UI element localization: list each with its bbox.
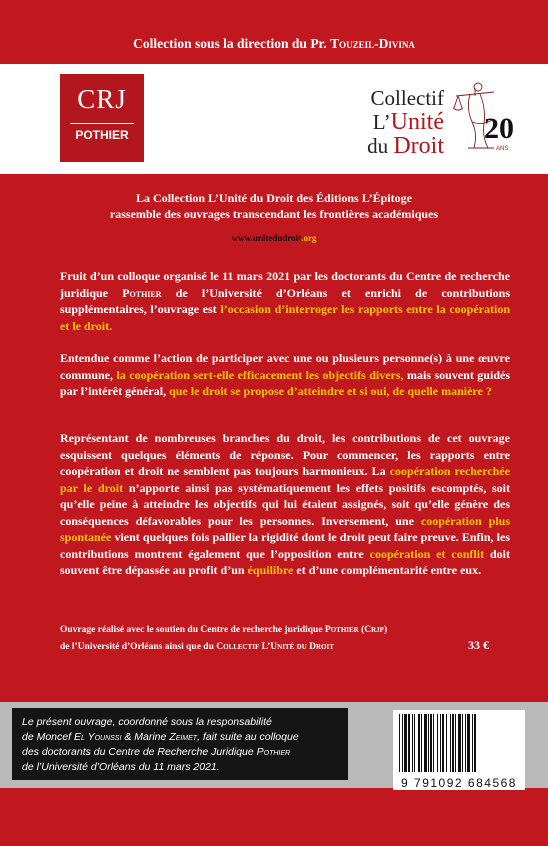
barcode-bar bbox=[472, 714, 473, 772]
note-line2-prefix: de Moncef bbox=[22, 731, 74, 743]
barcode-bars bbox=[393, 710, 525, 776]
website-prefix: www. bbox=[231, 233, 253, 243]
note-name-2: Zeimet bbox=[169, 731, 198, 743]
note-line1: Le présent ouvrage, coordonné sous la responsabilité bbox=[22, 716, 272, 728]
barcode-bar bbox=[424, 714, 427, 772]
justice-statue-20-ans-emblem bbox=[448, 78, 518, 160]
anniversary-label: ANS bbox=[496, 146, 509, 152]
barcode-bar bbox=[408, 714, 410, 772]
collectif-line2-prefix: L’ bbox=[372, 110, 391, 134]
collectif-line3-word: Droit bbox=[393, 133, 444, 159]
p3-highlight-3: coopération et conflit bbox=[369, 546, 485, 561]
support-line2-prefix: de l’Université d’Orléans ainsi que du bbox=[60, 642, 217, 652]
intro-line1: La Collection L’Unité du Droit des Éditions L’Épitoge bbox=[136, 191, 412, 205]
p3-text-2: n’apporte ainsi pas systématiquement les effets positifs escomptés, soit qu’elle peine à atteindre les objectifs qui lui étaient assignés, soit qu’elle génère des conséquences défavorables pour les personnes. Inversement, une bbox=[60, 480, 510, 528]
barcode-bar bbox=[404, 714, 407, 772]
collectif-line2 bbox=[348, 110, 444, 134]
website-link[interactable] bbox=[0, 233, 548, 243]
collection-intro bbox=[30, 190, 518, 222]
barcode-bar bbox=[433, 714, 434, 772]
support-line1 bbox=[60, 622, 480, 639]
p1-text-2: de l’Université d’Orléans et enrichi de contributions supplémentaires, l’ouvrage est bbox=[60, 285, 511, 316]
website-name: unitedudroit bbox=[252, 233, 302, 243]
barcode-bar bbox=[462, 714, 463, 772]
barcode-bar bbox=[430, 714, 432, 772]
barcode-bar bbox=[421, 714, 422, 772]
p1-pothier: Pothier bbox=[122, 285, 162, 300]
p3-text-4: doit souvent être dépassée au profit d’un bbox=[60, 546, 511, 577]
crj-divider bbox=[70, 123, 134, 124]
note-line2-suffix: , fait suite au colloque bbox=[197, 731, 299, 743]
barcode-bar bbox=[414, 714, 415, 772]
crj-pothier-logo bbox=[60, 74, 144, 162]
collectif-unite-droit-logo bbox=[348, 86, 444, 158]
anniversary-number: 20 bbox=[484, 112, 514, 145]
p3-highlight-4: équilibre bbox=[247, 563, 294, 577]
note-line3-pothier: Pothier bbox=[256, 746, 291, 758]
barcode-bar bbox=[399, 714, 400, 772]
barcode-bar bbox=[455, 714, 456, 772]
p1-highlight: l’occasion d’interroger les rapports entre la coopération et le droit. bbox=[60, 302, 511, 333]
p1-text-1: Fruit d’un colloque organisé le 11 mars 2021 par les doctorants du Centre de recherche juridique bbox=[60, 269, 510, 300]
crj-name: POTHIER bbox=[75, 128, 129, 142]
crj-letters: CRJ bbox=[77, 84, 127, 114]
barcode-bar bbox=[437, 714, 438, 772]
collectif-line3-prefix: du bbox=[367, 134, 394, 158]
website-suffix: .org bbox=[301, 233, 317, 243]
paragraph-3 bbox=[60, 430, 510, 579]
collectif-line2-word: Unité bbox=[390, 109, 444, 135]
barcode-bar bbox=[412, 714, 413, 772]
collection-director-line bbox=[0, 36, 548, 52]
support-line2 bbox=[60, 639, 480, 656]
intro-line2: rassemble des ouvrages transcendant les frontières académiques bbox=[109, 207, 439, 221]
barcode-bar bbox=[402, 714, 403, 772]
support-line1-crjp: (Crjp) bbox=[358, 625, 388, 635]
note-name-1: El Younssi bbox=[73, 731, 122, 743]
price-label: 33 € bbox=[468, 638, 489, 652]
note-line3 bbox=[22, 745, 338, 760]
barcode-bar bbox=[428, 714, 429, 772]
note-line4: de l’Université d’Orléans du 11 mars 2021. bbox=[22, 761, 220, 773]
barcode-bar bbox=[418, 714, 420, 772]
p3-text-1: Représentant de nombreuses branches du droit, les contributions de cet ouvrage esquissent quelques éléments de réponse. Pour commencer, les rapports entre coopération et droit ne semblent pas toujours harmonieux. La bbox=[60, 431, 510, 478]
note-line2 bbox=[22, 730, 338, 745]
barcode-bar bbox=[446, 714, 447, 772]
coordination-note-box bbox=[12, 708, 348, 780]
barcode-bar bbox=[465, 714, 466, 772]
support-line2-collectif: Collectif L’Unité du Droit bbox=[216, 642, 334, 652]
p2-highlight-1: la coopération sert-elle efficacement les objectifs divers, bbox=[116, 367, 404, 382]
support-statement bbox=[60, 622, 480, 656]
p3-highlight-1: coopération recherchée par le droit bbox=[60, 464, 511, 495]
director-name: Touzeil-Divina bbox=[330, 36, 415, 51]
barcode-bar bbox=[474, 714, 476, 772]
barcode-bar bbox=[450, 714, 451, 772]
collectif-line1: Collectif bbox=[370, 86, 444, 110]
barcode-bar bbox=[442, 714, 444, 772]
paragraph-2 bbox=[60, 350, 510, 400]
barcode-bar bbox=[440, 714, 441, 772]
note-line3-text: des doctorants du Centre de Recherche Juridique bbox=[22, 746, 257, 758]
barcode-bar bbox=[467, 714, 470, 772]
note-line2-mid: & Marine bbox=[121, 731, 170, 743]
p3-highlight-2: coopération plus spontanée bbox=[60, 513, 511, 544]
p3-text-3: vient quelques fois pallier la rigidité dont le droit peut faire preuve. Enfin, les contributions montrent également que l’opposition entre bbox=[60, 530, 510, 561]
p2-text-1: Entendue comme l’action de participer avec une ou plusieurs personne(s) à une œuvre commune, bbox=[60, 351, 510, 382]
paragraph-1 bbox=[60, 268, 510, 334]
support-line1-prefix: Ouvrage réalisé avec le soutien du Centre de recherche juridique bbox=[60, 625, 325, 635]
p2-text-2: mais souvent guidés par l’intérêt général, bbox=[60, 367, 510, 398]
barcode-bar bbox=[452, 714, 454, 772]
p2-highlight-2: que le droit se propose d’atteindre et si oui, de quelle manière ? bbox=[169, 384, 492, 398]
collectif-line3 bbox=[348, 134, 444, 158]
barcode-digits: 9 791092 684568 bbox=[401, 776, 517, 790]
collection-prefix: Collection sous la direction du Pr. bbox=[133, 36, 331, 51]
barcode-bar bbox=[458, 714, 461, 772]
p3-text-5: et d’une complémentarité entre eux. bbox=[293, 563, 482, 577]
support-line1-pothier: Pothier bbox=[324, 625, 359, 635]
